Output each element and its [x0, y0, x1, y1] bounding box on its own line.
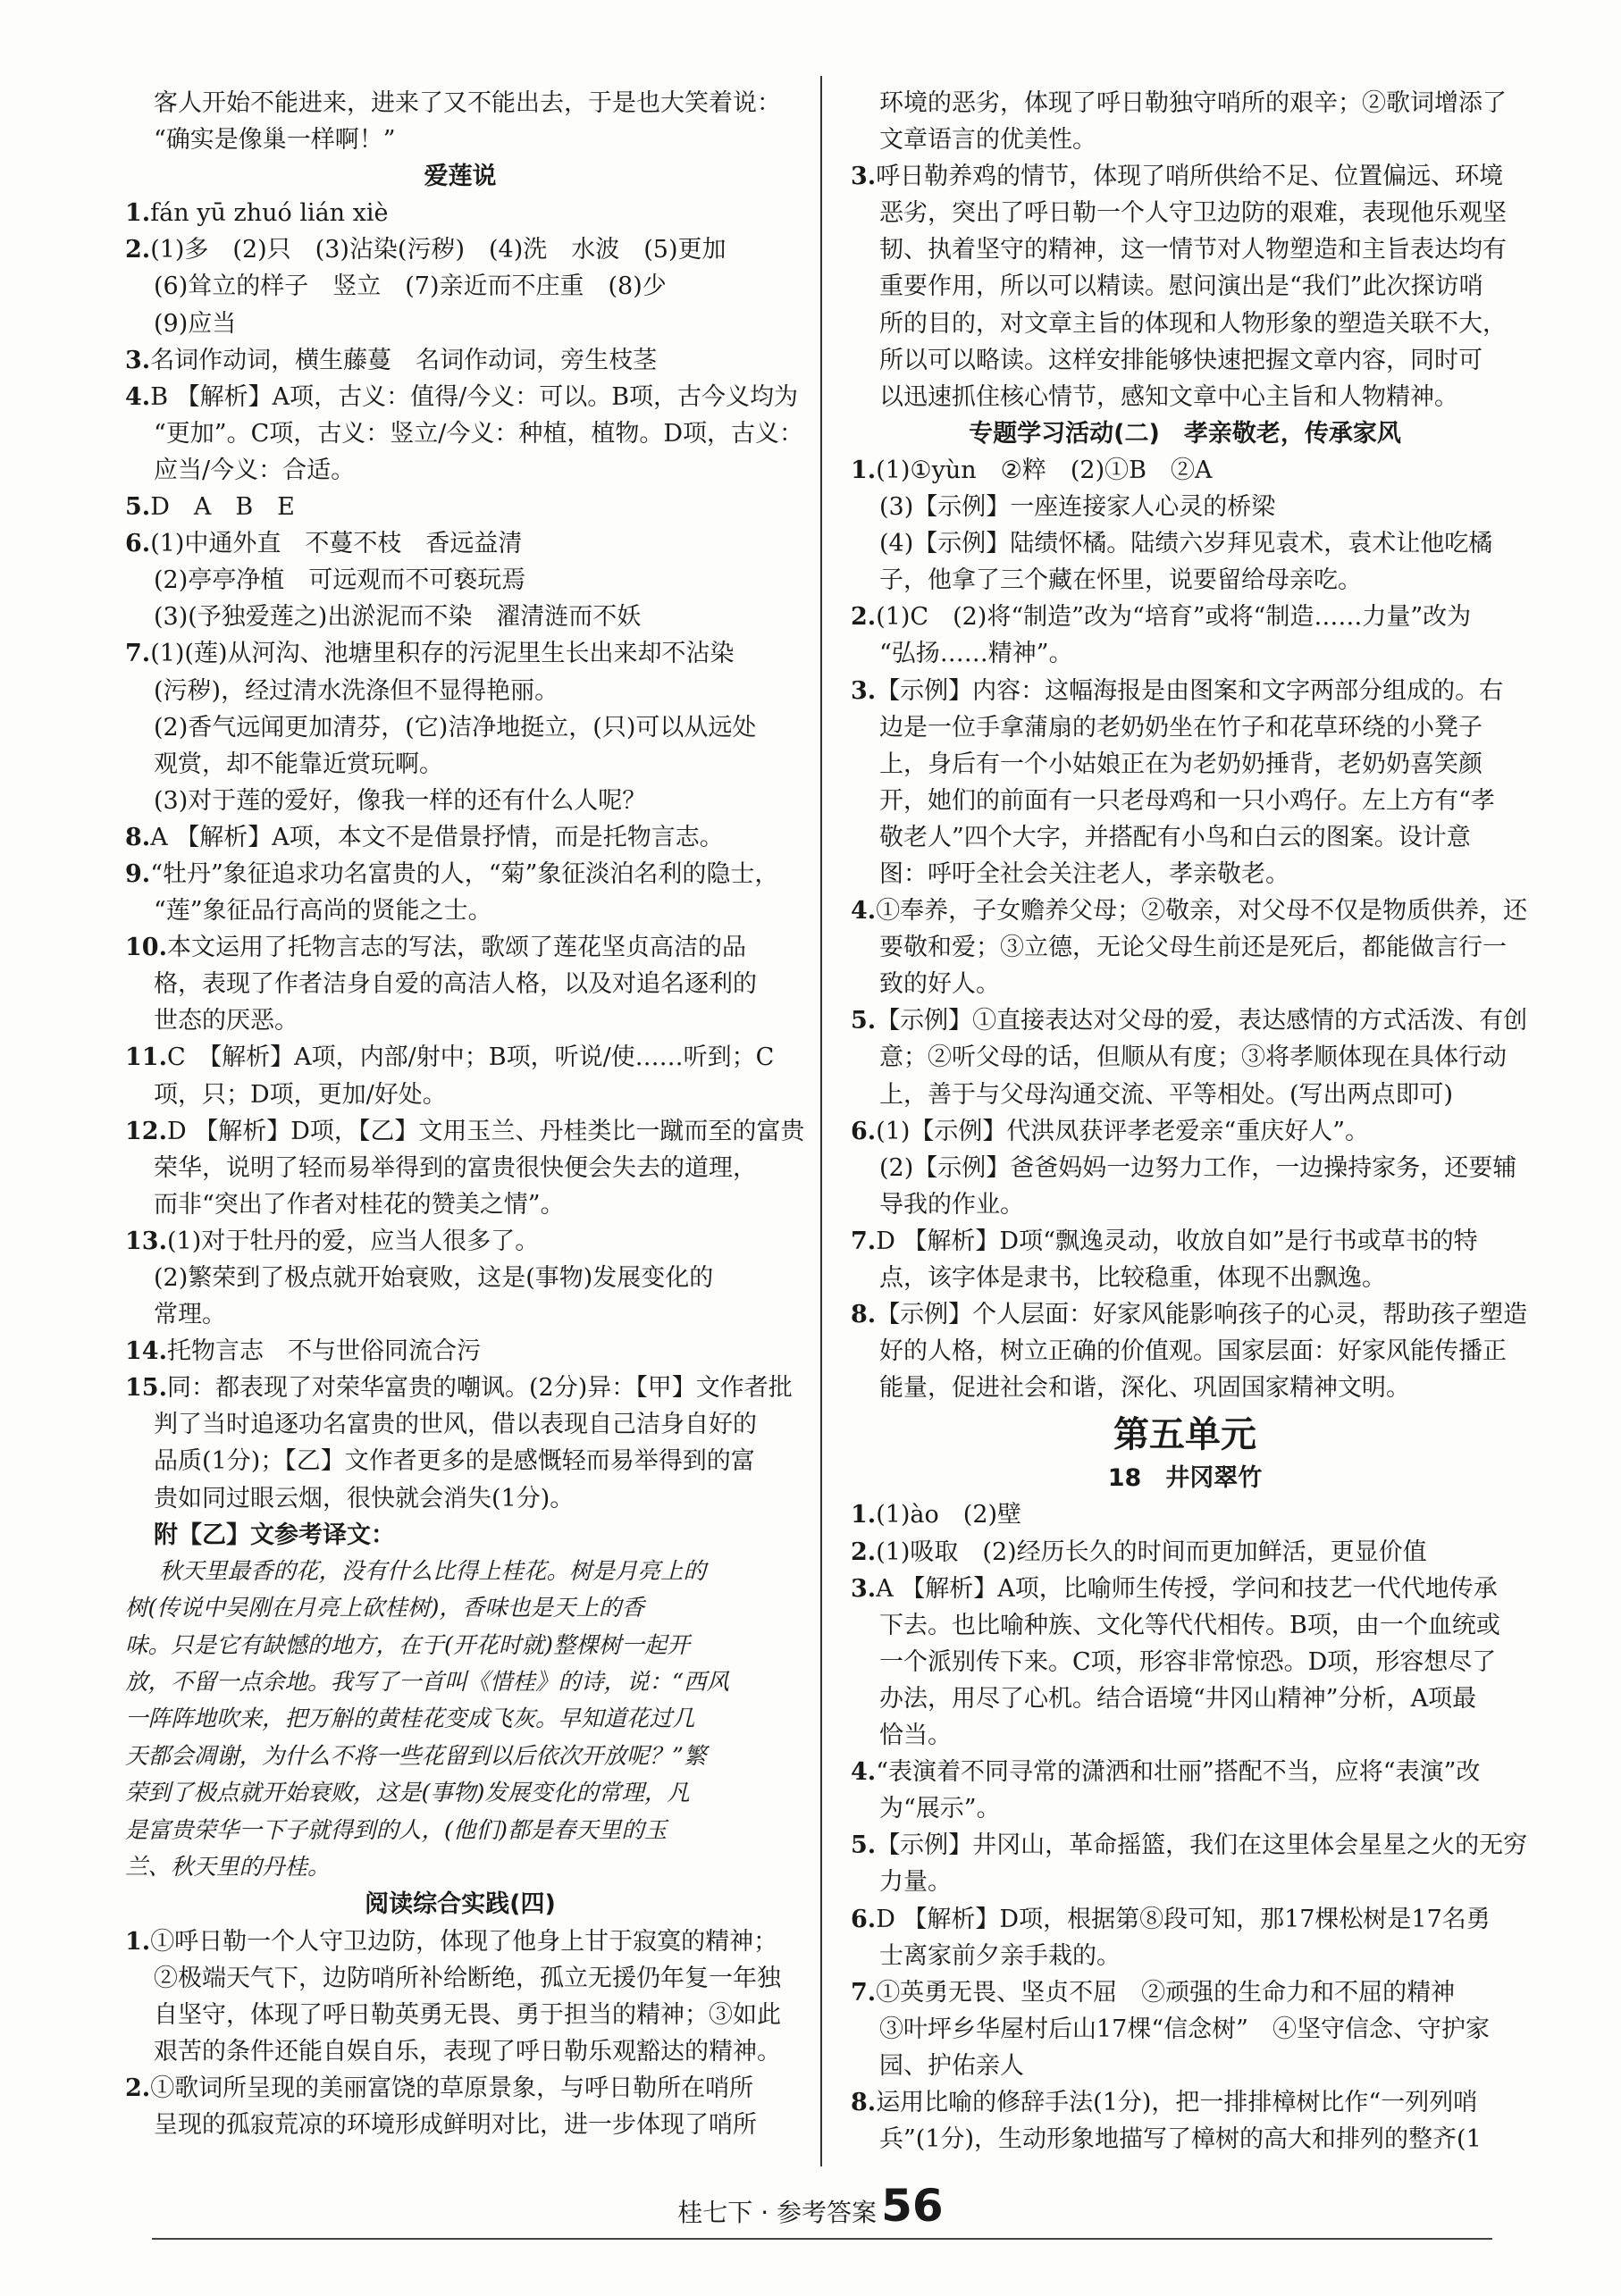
- line-text: ①呼日勒一个人守卫边防，体现了他身上甘于寂寞的精神；: [150, 1927, 778, 1956]
- section-heading: [125, 1886, 795, 1923]
- text-line: [851, 525, 1519, 562]
- line-text: 味。只是它有缺憾的地方，在于(开花时就)整棵树一起开: [125, 1631, 690, 1659]
- line-text: (3)(予独爱莲之)出淤泥而不染 濯清涟而不妖: [154, 603, 642, 632]
- text-line: [125, 195, 795, 231]
- text-line: [125, 1480, 795, 1517]
- text-line: [125, 85, 795, 122]
- text-line: [125, 599, 795, 635]
- text-line: [851, 2084, 1519, 2121]
- question-number: 12.: [125, 1117, 167, 1145]
- line-text: 所的目的，对文章主旨的体现和人物形象的塑造关联不大，: [879, 309, 1507, 338]
- line-text: 文章语言的优美性。: [879, 126, 1096, 155]
- text-line: [851, 1296, 1528, 1333]
- right-column: [851, 85, 1528, 2158]
- line-text: 客人开始不能进来，进来了又不能出去，于是也大笑着说：: [154, 89, 781, 117]
- text-line: [851, 158, 1519, 195]
- line-text: “莲”象征品行高尚的贤能之士。: [154, 897, 492, 926]
- question-number: 3.: [851, 1574, 877, 1603]
- text-line: [125, 452, 795, 489]
- text-line: [125, 1701, 795, 1738]
- line-text: 一阵阵地吹来，把万斛的黄桂花变成飞灰。早知道花过几: [125, 1705, 695, 1733]
- text-line: [851, 892, 1528, 929]
- text-line: [851, 1039, 1519, 1076]
- text-line: [125, 1296, 795, 1333]
- line-text: 图：呼吁全社会关注老人，孝亲敬老。: [879, 859, 1289, 888]
- text-line: [125, 1739, 795, 1775]
- text-line: [125, 1443, 795, 1479]
- text-line: [125, 856, 795, 892]
- line-text: (1)吸取 (2)经历长久的时间而更加鲜活，更显价值: [876, 1538, 1427, 1566]
- question-number: 13.: [125, 1227, 167, 1255]
- text-line: [125, 1150, 795, 1186]
- line-text: 运用比喻的修辞手法(1分)，把一排排樟树比作“一列列哨: [876, 2088, 1478, 2116]
- line-text: (2)亭亭净植 可远观而不可亵玩焉: [154, 566, 526, 595]
- question-number: 8.: [125, 823, 151, 851]
- text-line: [851, 1864, 1519, 1900]
- text-line: [851, 195, 1519, 231]
- text-line: [125, 929, 795, 966]
- line-text: (2)繁荣到了极点就开始衰败，这是(事物)发展变化的: [154, 1264, 714, 1292]
- line-text: 本文运用了托物言志的写法，歌颂了莲花坚贞高洁的品: [166, 934, 746, 962]
- text-line: [851, 85, 1519, 122]
- text-line: [851, 1534, 1519, 1571]
- text-line: [851, 1370, 1519, 1406]
- text-line: [125, 892, 795, 929]
- question-number: 7.: [851, 1978, 877, 2007]
- text-line: [851, 1496, 1519, 1533]
- line-text: 边是一位手拿蒲扇的老奶奶坐在竹子和花草环绕的小凳子: [879, 713, 1482, 742]
- text-line: [125, 1370, 795, 1406]
- line-text: A 【解析】A项，本文不是借景抒情，而是托物言志。: [150, 823, 724, 851]
- line-text: (2)香气远闻更加清芬，(它)洁净地挺立，(只)可以从远处: [154, 713, 757, 742]
- text-line: [851, 635, 1519, 672]
- footer-rule: [152, 2238, 1492, 2240]
- question-number: 5.: [125, 493, 151, 522]
- line-text: D 【解析】D项，根据第⑧段可知，那17棵松树是17名勇: [876, 1905, 1491, 1933]
- text-line: [125, 562, 795, 599]
- text-line: [125, 1223, 795, 1260]
- text-line: [851, 1333, 1519, 1370]
- question-number: 3.: [851, 676, 877, 705]
- text-line: [851, 268, 1519, 305]
- text-line: [851, 819, 1519, 856]
- line-text: 【示例】①直接表达对父母的爱，表达感情的方式活泼、有创: [876, 1007, 1528, 1035]
- question-number: 6.: [851, 1905, 877, 1933]
- text-line: [851, 1186, 1519, 1223]
- line-text: 致的好人。: [879, 970, 1000, 999]
- question-number: 5.: [851, 1831, 877, 1860]
- text-line: [851, 1754, 1519, 1790]
- text-line: [125, 1813, 795, 1849]
- line-text: 托物言志 不与世俗同流合污: [166, 1337, 481, 1366]
- line-text: 贵如同过眼云烟，很快就会消失(1分)。: [154, 1484, 575, 1513]
- line-text: 好的人格，树立正确的价值观。国家层面：好家风能传播正: [879, 1337, 1507, 1366]
- question-number: 11.: [125, 1043, 167, 1072]
- line-text: 而非“突出了作者对桂花的赞美之情”。: [154, 1190, 565, 1219]
- text-line: [125, 1186, 795, 1223]
- line-text: 常理。: [154, 1301, 226, 1329]
- text-line: [125, 122, 795, 158]
- line-text: (3)【示例】一座连接家人心灵的桥梁: [879, 493, 1276, 522]
- text-line: [125, 525, 795, 562]
- line-text: 重要作用，所以可以精读。慰问演出是“我们”此次探访哨: [879, 272, 1483, 301]
- text-line: [851, 1827, 1528, 1864]
- text-line: [851, 306, 1519, 342]
- text-line: [125, 1628, 795, 1664]
- text-line: [851, 709, 1519, 746]
- line-text: 兰、秋天里的丹桂。: [125, 1854, 331, 1881]
- line-text: 上，身后有一个小姑娘正在为老奶奶捶背，老奶奶喜笑颜: [879, 750, 1482, 778]
- line-text: (4)【示例】陆绩怀橘。陆绩六岁拜见袁术，袁术让他吃橘: [879, 530, 1493, 558]
- text-line: [851, 2011, 1519, 2048]
- line-text: 恰当。: [879, 1722, 952, 1750]
- question-number: 2.: [125, 2074, 151, 2102]
- line-text: 爱莲说: [424, 163, 497, 191]
- question-number: 6.: [851, 1117, 877, 1145]
- line-text: 士离家前夕亲手栽的。: [879, 1941, 1121, 1970]
- text-line: [125, 1039, 795, 1076]
- text-line: [125, 1406, 795, 1443]
- column-divider: [820, 76, 822, 2166]
- line-text: “表演着不同寻常的潇洒和壮丽”搭配不当，应将“表演”改: [876, 1758, 1481, 1787]
- line-text: 呼日勒养鸡的情节，体现了哨所供给不足、位置偏远、环境: [876, 163, 1504, 191]
- line-text: 格，表现了作者洁身自爱的高洁人格，以及对追名逐利的: [154, 970, 757, 999]
- question-number: 4.: [851, 1758, 877, 1787]
- line-text: 项，只；D项，更加/好处。: [154, 1080, 447, 1109]
- line-text: 下去。也比喻种族、文化等代代相传。B项，由一个血统或: [879, 1611, 1500, 1639]
- line-text: 【示例】个人层面：好家风能影响孩子的心灵，帮助孩子塑造: [876, 1301, 1528, 1329]
- text-line: [851, 1607, 1519, 1644]
- line-text: (6)耸立的样子 竖立 (7)亲近而不庄重 (8)少: [154, 272, 667, 301]
- text-line: [851, 746, 1519, 783]
- line-text: 上，善于与父母沟通交流、平等相处。(写出两点即可): [879, 1080, 1454, 1109]
- line-text: (9)应当: [154, 309, 237, 338]
- line-text: 能量，促进社会和谐，深化、巩固国家精神文明。: [879, 1374, 1410, 1403]
- text-line: [125, 379, 799, 415]
- section-heading: [851, 415, 1519, 452]
- line-text: ①奉养，子女赡养父母；②敬亲，对父母不仅是物质供养，还: [876, 897, 1528, 926]
- line-text: 兵”(1分)，生动形象地描写了樟树的高大和排列的整齐(1: [879, 2125, 1482, 2154]
- question-number: 1.: [125, 199, 151, 228]
- line-text: D 【解析】D项，【乙】文用玉兰、丹桂类比一蹴而至的富贵: [166, 1117, 805, 1145]
- line-text: 荣到了极点就开始衰败，这是(事物)发展变化的常理，凡: [125, 1780, 690, 1807]
- section-heading: [851, 1460, 1519, 1496]
- line-text: “更加”。C项，古义：竖立/今义：种植，植物。D项，古义：: [154, 419, 804, 448]
- question-number: 10.: [125, 934, 167, 962]
- question-number: 3.: [851, 163, 877, 191]
- question-number: 15.: [125, 1374, 167, 1403]
- text-line: [851, 1260, 1519, 1296]
- text-line: [125, 2033, 795, 2070]
- line-text: 一个派别传下来。C项，形容非常惊恐。D项，形容想尽了: [879, 1647, 1497, 1676]
- line-text: 名词作动词，横生藤蔓 名词作动词，旁生枝茎: [150, 346, 658, 374]
- question-number: 9.: [125, 859, 151, 888]
- line-text: 办法，用尽了心机。结合语境“井冈山精神”分析，A项最: [879, 1684, 1477, 1713]
- line-text: 环境的恶劣，体现了呼日勒独守哨所的艰辛；②歌词增添了: [879, 89, 1507, 117]
- line-text: 【示例】井冈山，革命摇篮，我们在这里体会星星之火的无穷: [876, 1831, 1528, 1860]
- line-text: 世态的厌恶。: [154, 1007, 298, 1035]
- line-text: 荣华，说明了轻而易举得到的富贵很快便会失去的道理，: [154, 1153, 757, 1182]
- text-line: [125, 489, 795, 525]
- text-line: [125, 1923, 795, 1960]
- text-line: [851, 966, 1519, 1002]
- text-line: [125, 966, 795, 1002]
- question-number: 1.: [851, 1501, 877, 1529]
- text-line: [125, 1260, 795, 1296]
- line-text: ①歌词所呈现的美丽富饶的草原景象，与呼日勒所在哨所: [150, 2074, 754, 2102]
- text-line: [851, 599, 1519, 635]
- line-text: 品质(1分)；【乙】文作者更多的是感慨轻而易举得到的富: [154, 1447, 755, 1476]
- left-column: [125, 85, 805, 2143]
- question-number: 2.: [851, 1538, 877, 1566]
- line-text: “确实是像巢一样啊！”: [154, 126, 396, 155]
- question-number: 5.: [851, 1007, 877, 1035]
- line-text: 【示例】内容：这幅海报是由图案和文字两部分组成的。右: [876, 676, 1504, 705]
- line-text: 为“展示”。: [879, 1795, 1001, 1823]
- line-text: 以迅速抓住核心情节，感知文章中心主旨和人物精神。: [879, 382, 1458, 411]
- text-line: [125, 2107, 795, 2143]
- text-line: [125, 1960, 795, 1997]
- footer-label: 桂七下 · 参考答案: [677, 2198, 877, 2227]
- line-text: 第五单元: [1113, 1414, 1256, 1456]
- line-text: (1)①yùn ②粹 (2)①B ②A: [876, 456, 1213, 484]
- line-text: 导我的作业。: [879, 1190, 1024, 1219]
- question-number: 14.: [125, 1337, 167, 1366]
- line-text: D A B E: [150, 493, 295, 522]
- line-text: 开，她们的前面有一只老母鸡和一只小鸡仔。左上方有“孝: [879, 786, 1495, 815]
- line-text: 恶劣，突出了呼日勒一个人守卫边防的艰难，表现他乐观坚: [879, 199, 1507, 228]
- line-text: 秋天里最香的花，没有什么比得上桂花。树是月亮上的: [159, 1557, 707, 1585]
- page-footer: [0, 2180, 1621, 2232]
- question-number: 4.: [125, 382, 151, 411]
- question-number: 2.: [125, 236, 151, 264]
- text-line: [125, 1849, 795, 1886]
- text-line: [125, 306, 795, 342]
- text-line: [125, 1113, 805, 1150]
- line-text: fán yū zhuó lián xiè: [150, 199, 389, 228]
- text-line: [851, 1717, 1519, 1754]
- line-text: 天都会凋谢，为什么不将一些花留到以后依次开放呢？”繁: [125, 1742, 707, 1770]
- line-text: ②极端天气下，边防哨所补给断绝，孤立无援仍年复一年独: [154, 1964, 781, 1992]
- line-text: 点，该字体是隶书，比较稳重，体现不出飘逸。: [879, 1264, 1386, 1292]
- line-text: (1)多 (2)只 (3)沾染(污秽) (4)洗 水波 (5)更加: [150, 236, 727, 264]
- line-text: 意；②听父母的话，但顺从有度；③将孝顺体现在具体行动: [879, 1043, 1507, 1072]
- line-text: (1)【示例】代洪凤获评孝老爱亲“重庆好人”。: [876, 1117, 1370, 1145]
- line-text: 18 井冈翠竹: [1107, 1464, 1263, 1493]
- line-text: 自坚守，体现了呼日勒英勇无畏、勇于担当的精神；③如此: [154, 2000, 781, 2029]
- text-line: [851, 1077, 1519, 1113]
- text-line: [125, 635, 795, 672]
- text-line: [851, 1150, 1519, 1186]
- section-heading: [125, 158, 795, 195]
- text-line: [125, 746, 795, 783]
- line-text: “牡丹”象征追求功名富贵的人，“菊”象征淡泊名利的隐士，: [150, 859, 779, 888]
- text-line: [851, 1790, 1519, 1827]
- text-line: [851, 856, 1519, 892]
- text-line: [851, 2048, 1519, 2084]
- text-line: [851, 1901, 1519, 1938]
- text-line: [125, 1664, 795, 1701]
- line-text: 呈现的孤寂荒凉的环境形成鲜明对比，进一步体现了哨所: [154, 2110, 757, 2139]
- question-number: 8.: [851, 2088, 877, 2116]
- page-number: 56: [881, 2180, 944, 2232]
- text-line: [851, 1113, 1519, 1150]
- question-number: 6.: [125, 530, 151, 558]
- question-number: 7.: [125, 640, 151, 668]
- text-line: [851, 1571, 1519, 1607]
- question-number: 3.: [125, 346, 151, 374]
- question-number: 1.: [851, 456, 877, 484]
- text-line: [125, 1333, 795, 1370]
- text-line: [125, 1554, 795, 1590]
- text-line: [851, 673, 1519, 709]
- text-line: [851, 1974, 1519, 2011]
- line-text: A 【解析】A项，比喻师生传授，学问和技艺一代代地传承: [876, 1574, 1498, 1603]
- section-heading: [851, 1410, 1519, 1460]
- text-line: [125, 819, 795, 856]
- text-line: [851, 122, 1519, 158]
- line-text: (1)中通外直 不蔓不枝 香远益清: [150, 530, 523, 558]
- line-text: 力量。: [879, 1868, 952, 1897]
- question-number: 7.: [851, 1227, 877, 1255]
- question-number: 1.: [125, 1927, 151, 1956]
- line-text: 是富贵荣华一下子就得到的人，(他们)都是春天里的玉: [125, 1816, 668, 1844]
- line-text: (污秽)，经过清水洗涤但不显得艳丽。: [154, 676, 559, 705]
- text-line: [125, 673, 795, 709]
- text-line: [851, 342, 1519, 379]
- line-text: 敬老人”四个大字，并搭配有小鸟和白云的图案。设计意: [879, 823, 1471, 851]
- line-text: (2)【示例】爸爸妈妈一边努力工作，一边操持家务，还要辅: [879, 1153, 1517, 1182]
- line-text: B 【解析】A项，古义：值得/今义：可以。B项，古今义均为: [150, 382, 799, 411]
- line-text: ①英勇无畏、坚贞不屈 ②顽强的生命力和不屈的精神: [876, 1978, 1456, 2007]
- text-line: [125, 2070, 795, 2107]
- text-line: [125, 415, 804, 452]
- text-line: [851, 1680, 1519, 1717]
- text-line: [125, 342, 795, 379]
- line-text: 子，他拿了三个藏在怀里，说要留给母亲吃。: [879, 566, 1362, 595]
- line-text: 附【乙】文参考译文：: [154, 1521, 395, 1549]
- text-line: [851, 489, 1519, 525]
- text-line: [125, 1997, 795, 2033]
- text-line: [851, 452, 1519, 489]
- text-line: [851, 379, 1519, 415]
- line-text: (1)(莲)从河沟、池塘里积存的污泥里生长出来却不沾染: [150, 640, 735, 668]
- line-text: 园、护佑亲人: [879, 2051, 1024, 2080]
- line-text: 判了当时追逐功名富贵的世风，借以表现自己洁身自好的: [154, 1411, 757, 1439]
- line-text: 所以可以略读。这样安排能够快速把握文章内容，同时可: [879, 346, 1482, 374]
- line-text: ③叶坪乡华屋村后山17棵“信念树” ④坚守信念、守护家: [879, 2015, 1490, 2043]
- text-line: [851, 783, 1519, 819]
- text-line: [851, 1644, 1519, 1680]
- text-line: [125, 1002, 795, 1039]
- text-line: [125, 1775, 795, 1812]
- question-number: 2.: [851, 603, 877, 632]
- text-line: [125, 1590, 795, 1627]
- line-text: 要敬和爱；③立德，无论父母生前还是死后，都能做言行一: [879, 934, 1507, 962]
- text-line: [125, 1077, 795, 1113]
- line-text: 放，不留一点余地。我写了一首叫《惜桂》的诗，说：“西风: [125, 1668, 730, 1696]
- line-text: 艰苦的条件还能自娱自乐，表现了呼日勒乐观豁达的精神。: [154, 2037, 781, 2066]
- line-text: “弘扬……精神”。: [879, 640, 1073, 668]
- line-text: (1)对于牡丹的爱，应当人很多了。: [166, 1227, 540, 1255]
- line-text: 观赏，却不能靠近赏玩啊。: [154, 750, 443, 778]
- line-text: 韧、执着坚守的精神，这一情节对人物塑造和主旨表达均有: [879, 236, 1507, 264]
- text-line: [851, 562, 1519, 599]
- text-line: [851, 1938, 1519, 1974]
- line-text: 应当/今义：合适。: [154, 456, 356, 484]
- text-line: [125, 231, 795, 268]
- line-text: (1)ào (2)壁: [876, 1501, 1022, 1529]
- question-number: 8.: [851, 1301, 877, 1329]
- text-line: [851, 231, 1519, 268]
- line-text: 同：都表现了对荣华富贵的嘲讽。(2分)异：【甲】文作者批: [166, 1374, 793, 1403]
- line-text: (1)C (2)将“制造”改为“培育”或将“制造……力量”改为: [876, 603, 1472, 632]
- question-number: 4.: [851, 897, 877, 926]
- text-line: [851, 1002, 1528, 1039]
- text-line: [851, 2121, 1519, 2158]
- text-line: [125, 709, 795, 746]
- line-text: 专题学习活动(二) 孝亲敬老，传承家风: [969, 419, 1401, 448]
- text-line: [125, 1517, 795, 1554]
- text-line: [851, 1223, 1519, 1260]
- line-text: 树(传说中吴刚在月亮上砍桂树)，香味也是天上的香: [125, 1595, 644, 1622]
- line-text: D 【解析】D项“飘逸灵动，收放自如”是行书或草书的特: [876, 1227, 1478, 1255]
- line-text: (3)对于莲的爱好，像我一样的还有什么人呢？: [154, 786, 647, 815]
- text-line: [125, 268, 795, 305]
- text-line: [125, 783, 795, 819]
- text-line: [851, 929, 1519, 966]
- line-text: 阅读综合实践(四): [365, 1890, 556, 1919]
- line-text: C 【解析】A项，内部/射中；B项，听说/使……听到；C: [166, 1043, 775, 1072]
